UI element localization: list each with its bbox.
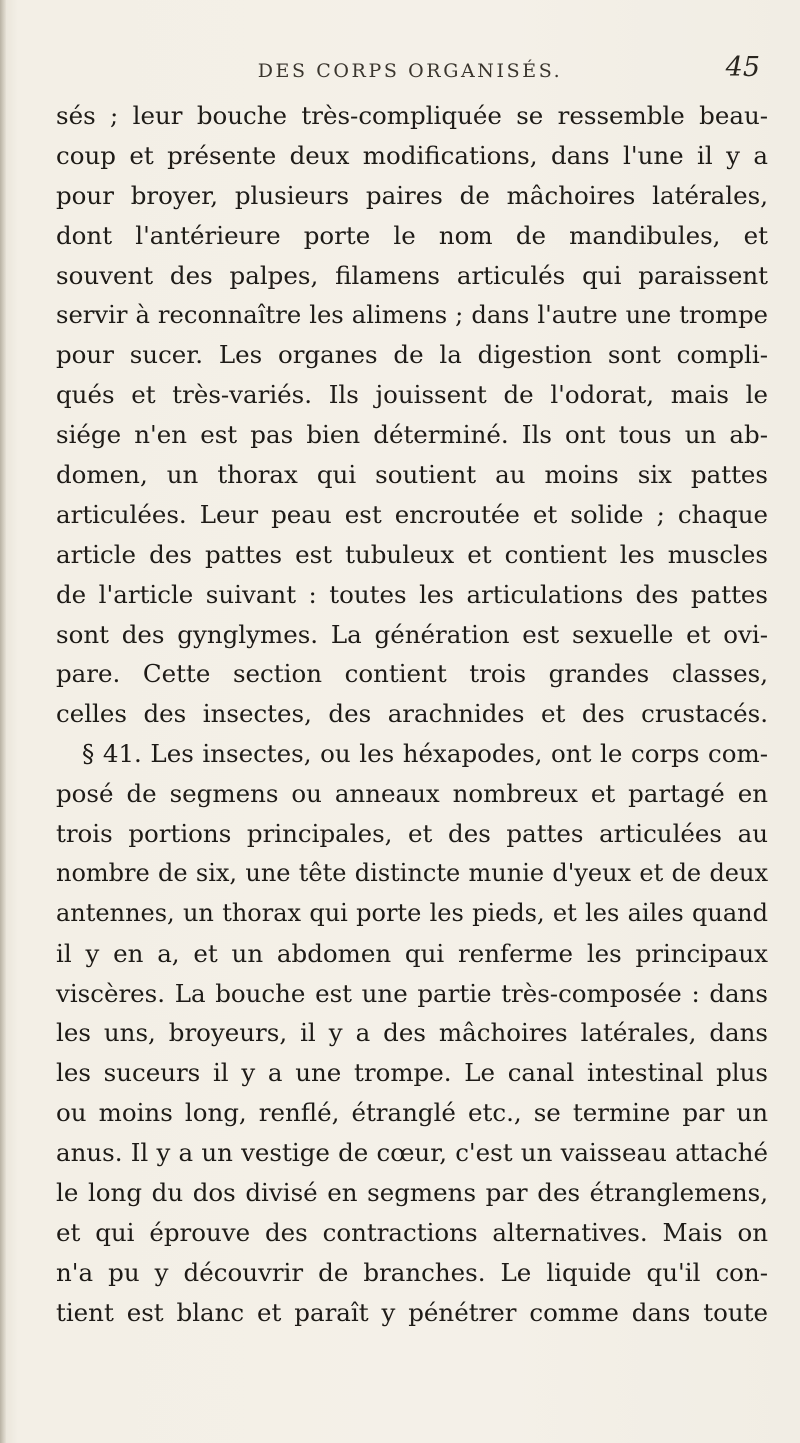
text-line: servir à reconnaître les alimens ; dans l'autre une trompe <box>56 300 768 330</box>
section-41-first-line: § 41. Les insectes, ou les héxapodes, ont le corps com- <box>82 739 768 769</box>
text-line: sont des gynglymes. La génération est sexuelle et ovi- <box>56 619 768 649</box>
text-line: les uns, broyeurs, il y a des mâchoires latérales, dans <box>56 1018 768 1048</box>
text-line: souvent des palpes, filamens articulés qui paraissent <box>56 260 768 290</box>
running-title: DES CORPS ORGANISÉS. <box>257 60 563 82</box>
text-line: dont l'antérieure porte le nom de mandibules, et <box>56 220 768 250</box>
text-line: coup et présente deux modifications, dans l'une il y a <box>56 140 768 170</box>
page-binding-edge <box>0 0 6 1443</box>
text-line: trois portions principales, et des pattes articulées au <box>56 819 768 849</box>
running-head <box>58 52 762 92</box>
text-line: viscères. La bouche est une partie très-composée : dans <box>56 978 768 1008</box>
text-line: pour sucer. Les organes de la digestion sont compli- <box>56 340 768 370</box>
text-line: article des pattes est tubuleux et contient les muscles <box>56 539 768 569</box>
text-line: et qui éprouve des contractions alternatives. Mais on <box>56 1217 768 1247</box>
text-line: siége n'en est pas bien déterminé. Ils ont tous un ab- <box>56 420 768 450</box>
text-line: n'a pu y découvrir de branches. Le liquide qu'il con- <box>56 1257 768 1287</box>
body-text <box>56 96 768 1333</box>
text-line: nombre de six, une tête distincte munie d'yeux et de deux <box>56 858 768 887</box>
text-line: pare. Cette section contient trois grandes classes, <box>56 659 768 689</box>
text-line: posé de segmens ou anneaux nombreux et partagé en <box>56 779 768 809</box>
text-line: il y en a, et un abdomen qui renferme les principaux <box>56 938 768 968</box>
text-line: sés ; leur bouche très-compliquée se ressemble beau- <box>56 101 768 130</box>
text-line: articulées. Leur peau est encroutée et solide ; chaque <box>56 499 768 529</box>
text-line: anus. Il y a un vestige de cœur, c'est un vaisseau attaché <box>56 1138 768 1168</box>
text-line: le long du dos divisé en segmens par des étranglemens, <box>56 1178 768 1208</box>
text-line: celles des insectes, des arachnides et des crustacés. <box>56 699 768 729</box>
text-line: qués et très-variés. Ils jouissent de l'odorat, mais le <box>56 380 768 410</box>
text-line: pour broyer, plusieurs paires de mâchoires latérales, <box>56 180 768 210</box>
text-line: tient est blanc et paraît y pénétrer comme dans toute <box>56 1297 768 1327</box>
text-line: ou moins long, renflé, étranglé etc., se termine par un <box>56 1098 768 1128</box>
text-line: les suceurs il y a une trompe. Le canal intestinal plus <box>56 1058 768 1088</box>
text-line: domen, un thorax qui soutient au moins six pattes <box>56 460 768 490</box>
text-line: de l'article suivant : toutes les articulations des pattes <box>56 579 768 609</box>
page-number: 45 <box>725 52 760 83</box>
text-line: antennes, un thorax qui porte les pieds, et les ailes quand <box>56 898 768 927</box>
